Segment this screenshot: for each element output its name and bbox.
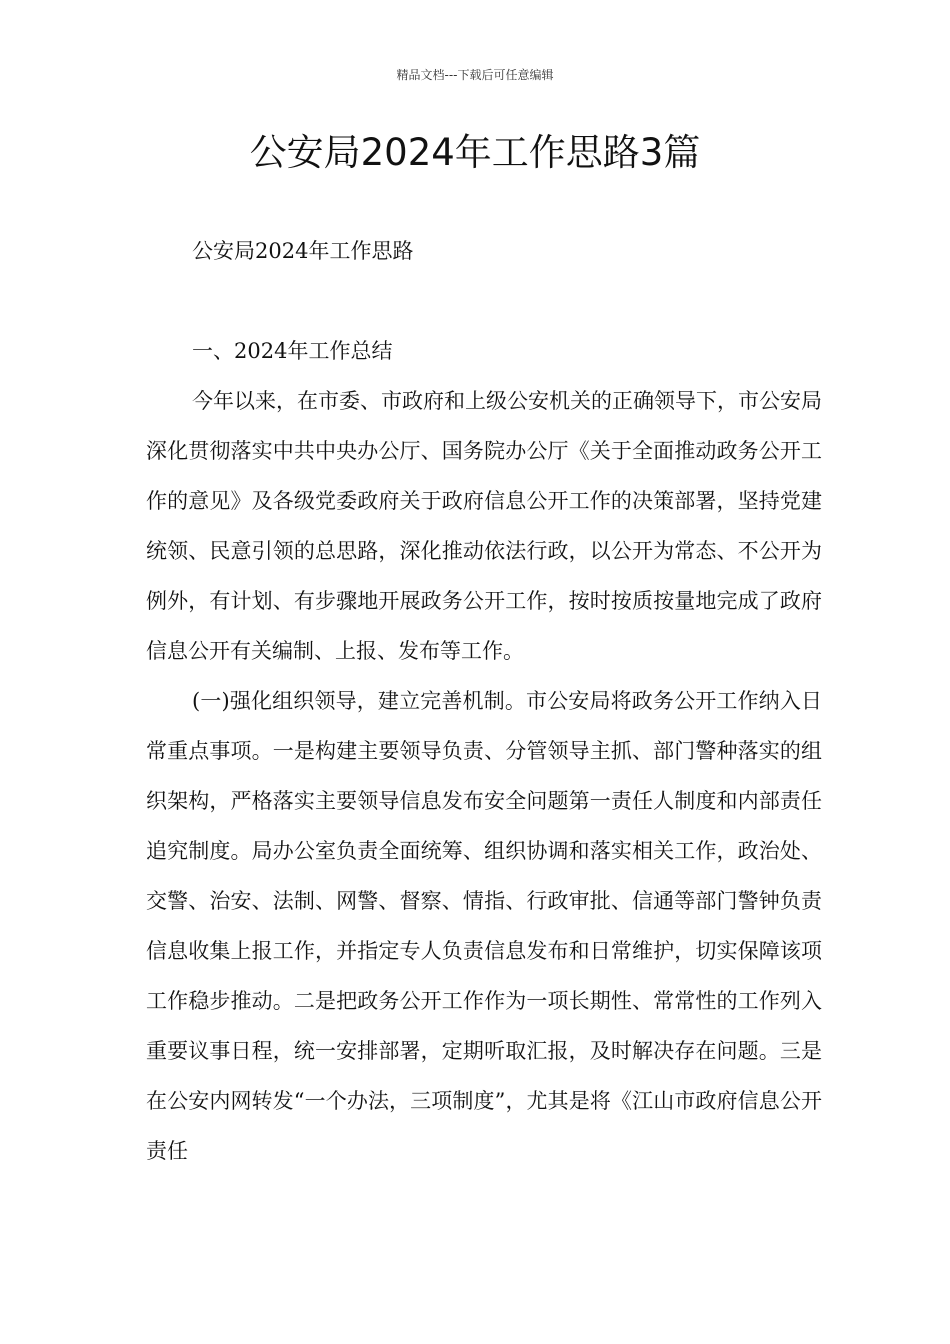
section-heading: 一、2024年工作总结 xyxy=(192,339,393,363)
document-subtitle: 公安局2024年工作思路 xyxy=(192,239,414,263)
header-note: 精品文档---下载后可任意编辑 xyxy=(396,68,554,82)
body-paragraphs xyxy=(146,376,822,1176)
document-title: 公安局2024年工作思路3篇 xyxy=(249,131,701,174)
paragraph: (一)强化组织领导，建立完善机制。市公安局将政务公开工作纳入日常重点事项。一是构建主要领导负责、分管领导主抓、部门警种落实的组织架构，严格落实主要领导信息发布安全问题第一责任人制度和内部责任追究制度。局办公室负责全面统筹、组织协调和落实相关工作，政治处、交警、治安、法制、网警、督察、情指、行政审批、信通等部门警钟负责信息收集上报工作，并指定专人负责信息发布和日常维护，切实保障该项工作稳步推动。二是把政务公开工作作为一项长期性、常常性的工作列入重要议事日程，统一安排部署，定期听取汇报，及时解决存在问题。三是在公安内网转发“一个办法，三项制度”，尤其是将《江山市政府信息公开责任 xyxy=(146,689,822,1163)
paragraph: 今年以来，在市委、市政府和上级公安机关的正确领导下，市公安局深化贯彻落实中共中央办公厅、国务院办公厅《关于全面推动政务公开工作的意见》及各级党委政府关于政府信息公开工作的决策部署，坚持党建统领、民意引领的总思路，深化推动依法行政，以公开为常态、不公开为例外，有计划、有步骤地开展政务公开工作，按时按质按量地完成了政府信息公开有关编制、上报、发布等工作。 xyxy=(146,389,822,663)
